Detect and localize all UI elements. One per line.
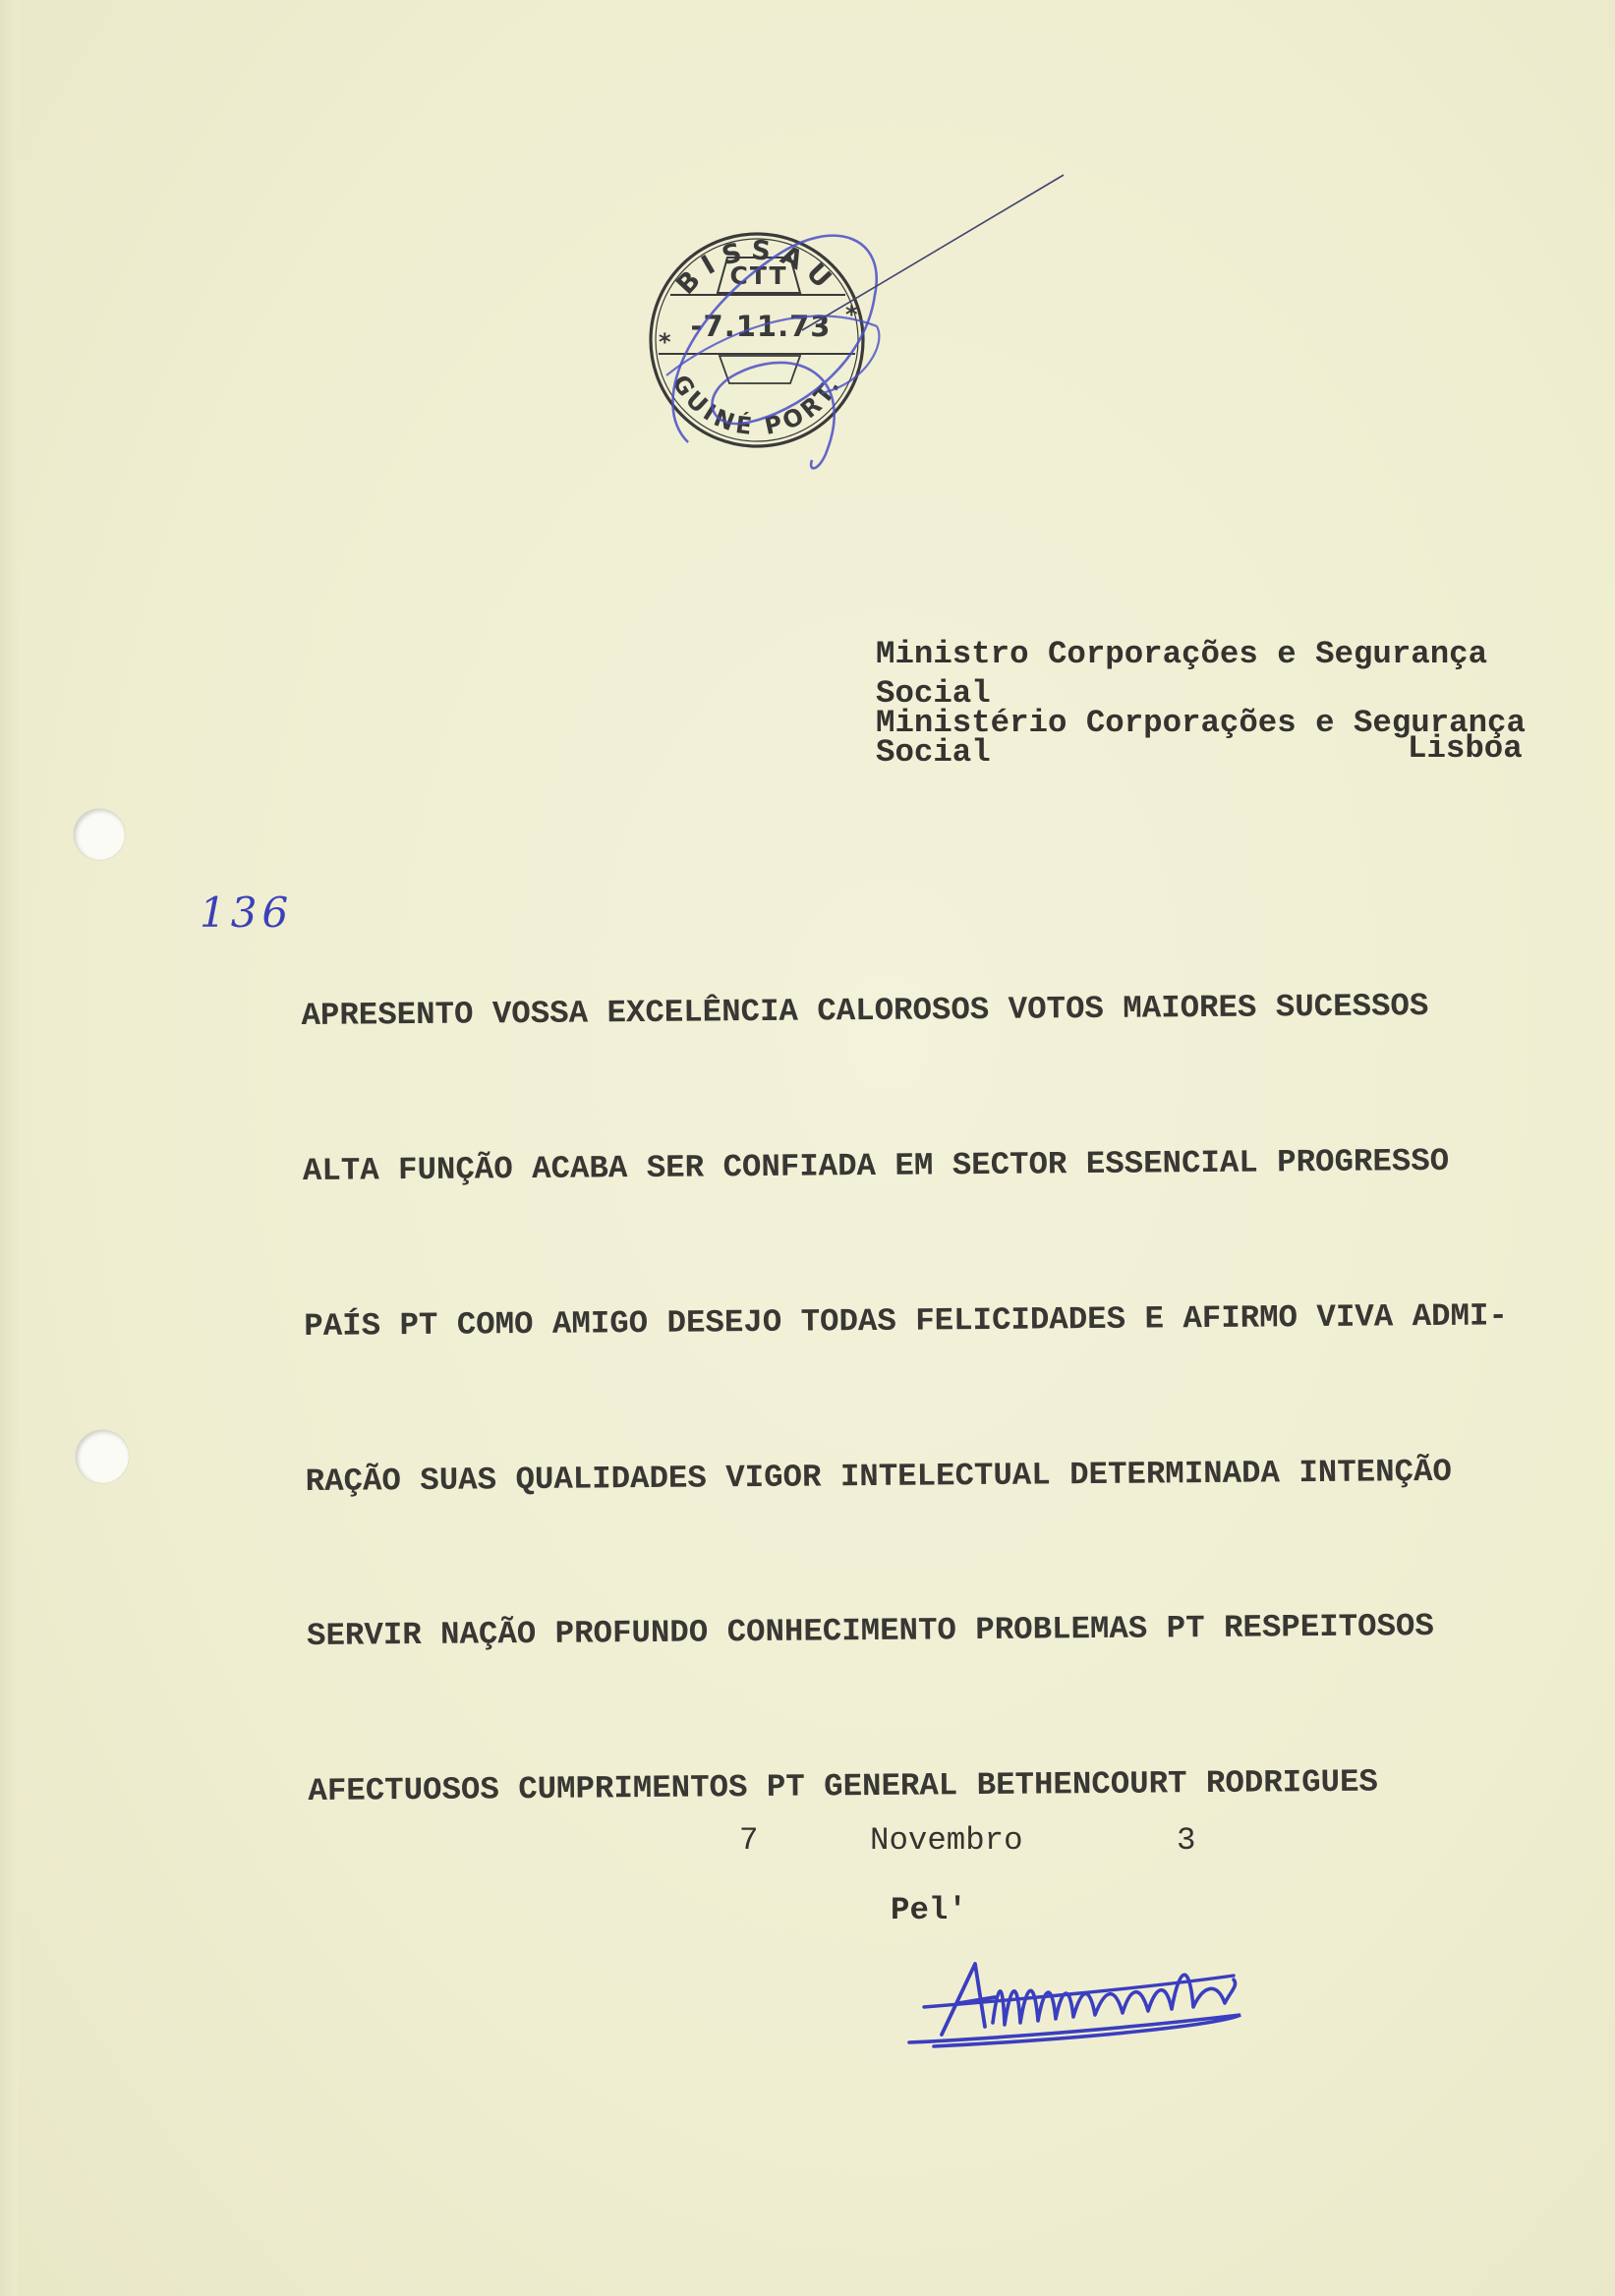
message-line: PAÍS PT COMO AMIGO DESEJO TODAS FELICIDADES E AFIRMO VIVA ADMI-	[304, 1297, 1508, 1345]
addressee-line: Social	[876, 734, 991, 771]
date-day: 7	[739, 1822, 759, 1859]
punch-hole-top	[74, 809, 125, 860]
stamp-star-right: *	[845, 301, 858, 328]
stamp-country: GUINÉ PORT.	[666, 370, 847, 441]
pen-line	[802, 175, 1064, 330]
date-month: Novembro	[870, 1822, 1023, 1859]
signature	[894, 1946, 1258, 2059]
stamp-star-left: *	[659, 328, 671, 356]
scan-edge	[0, 0, 18, 2296]
signature-underline	[909, 2015, 1240, 2046]
message-body	[300, 877, 1513, 1922]
date-year: 3	[1177, 1822, 1196, 1859]
message-line: APRESENTO VOSSA EXCELÊNCIA CALOROSOS VOTOS MAIORES SUCESSOS	[301, 988, 1429, 1035]
addressee-line: Social	[876, 675, 991, 712]
handwritten-reference-number: 136	[200, 889, 294, 937]
signatory-label: Pel'	[891, 1892, 967, 1928]
addressee-line: Ministério Corporações e Segurança	[876, 705, 1526, 741]
signature-letters	[993, 1975, 1236, 2025]
stamp-lower-box	[720, 356, 800, 383]
message-line: RAÇÃO SUAS QUALIDADES VIGOR INTELECTUAL DETERMINADA INTENÇÃO	[305, 1453, 1453, 1500]
message-line: ALTA FUNÇÃO ACABA SER CONFIADA EM SECTOR ESSENCIAL PROGRESSO	[302, 1142, 1450, 1189]
postmark-stamp	[629, 147, 1091, 482]
message-line: AFECTUOSOS CUMPRIMENTOS PT GENERAL BETHENCOURT RODRIGUES	[308, 1763, 1379, 1810]
stamp-city: BISSAU	[670, 235, 843, 301]
signature-initial	[942, 1964, 995, 2035]
stamp-service: CTT	[729, 261, 788, 290]
addressee-line: Ministro Corporações e Segurança	[876, 636, 1488, 672]
punch-hole-bottom	[76, 1430, 129, 1483]
addressee-city: Lisboa	[1408, 730, 1523, 767]
stamp-date: -7.11.73	[690, 310, 832, 343]
message-line: SERVIR NAÇÃO PROFUNDO CONHECIMENTO PROBLEMAS PT RESPEITOSOS	[306, 1608, 1435, 1655]
